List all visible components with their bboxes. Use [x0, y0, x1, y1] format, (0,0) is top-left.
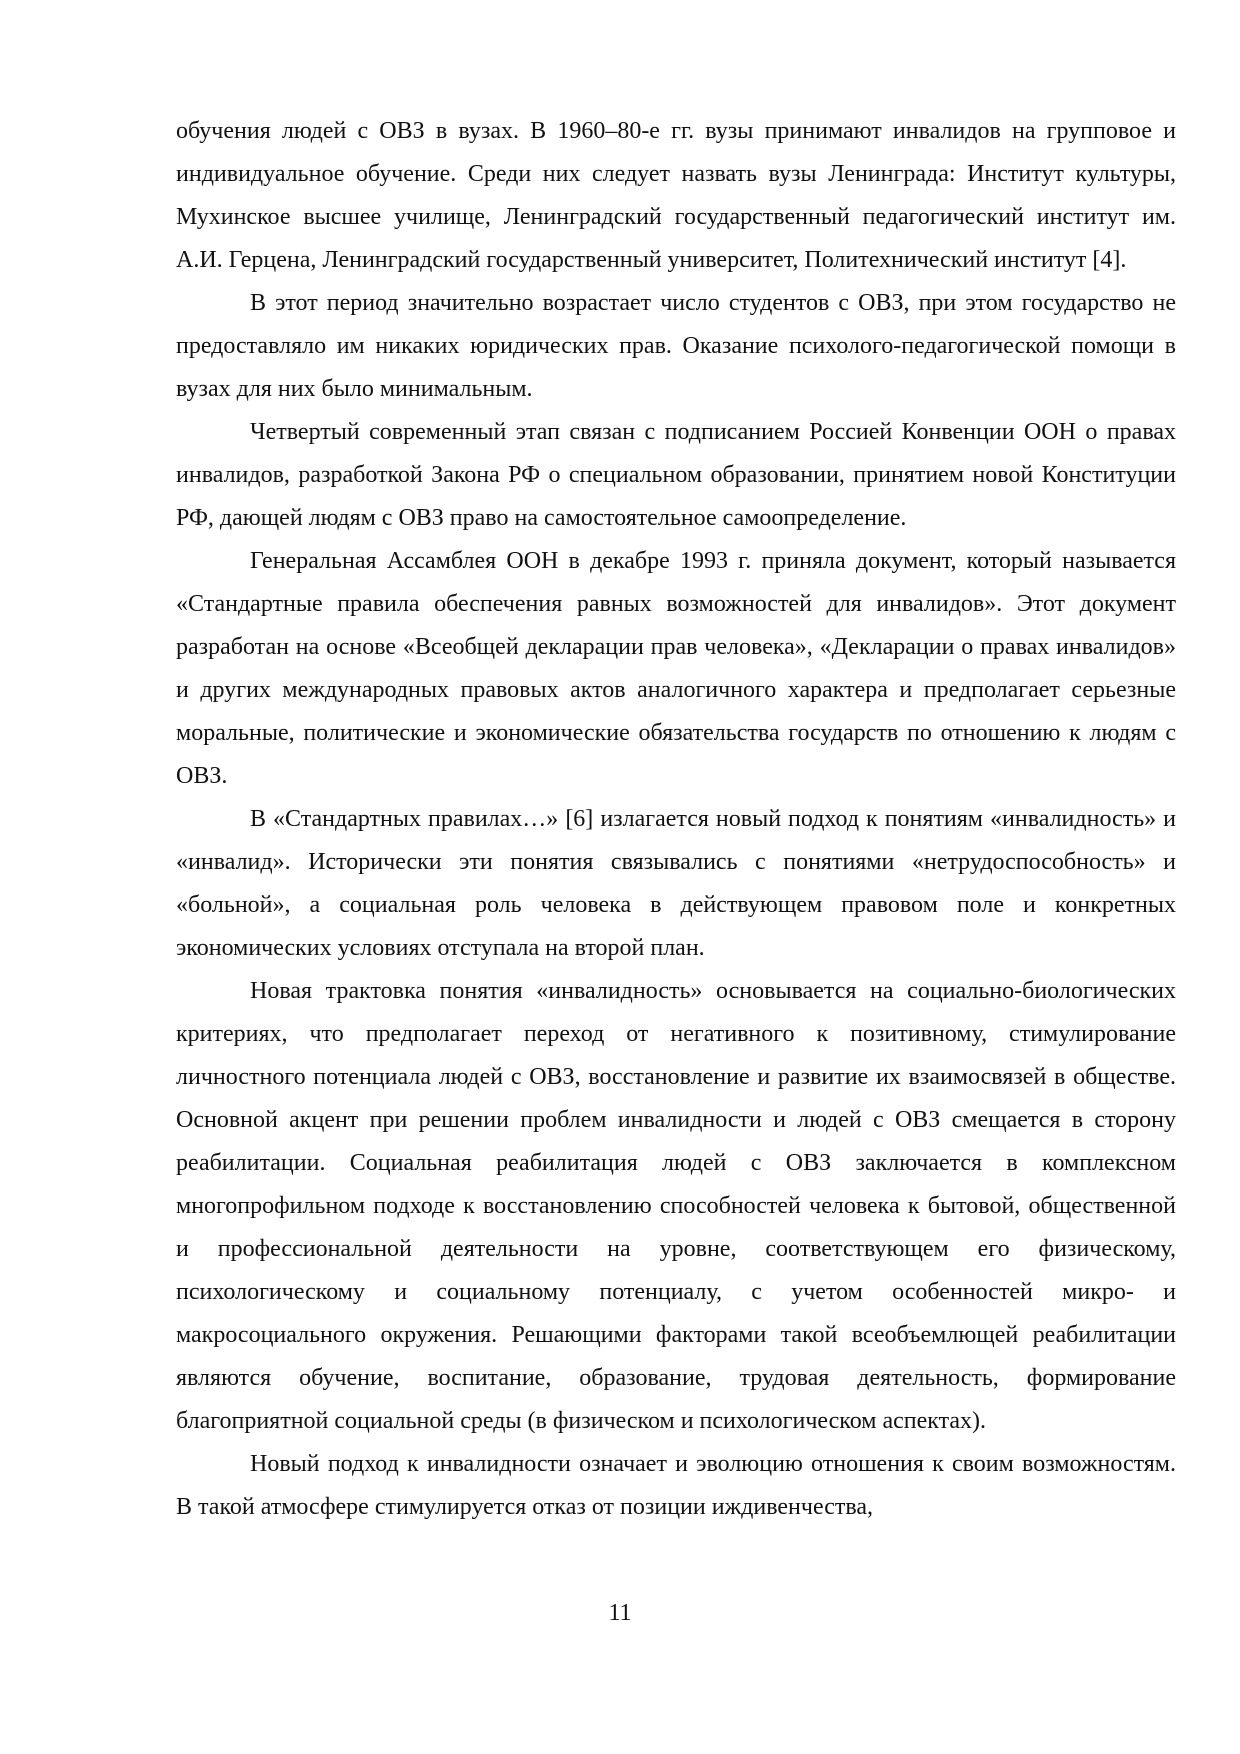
paragraph-continuation: обучения людей с ОВЗ в вузах. В 1960–80-е гг. вузы принимают инвалидов на групповое и индивидуальное обучение. Среди них следует назвать вузы Ленинграда: Институт культуры, Мухинское высшее училище, Ленинградский государственный педагогический институт им. А.И. Герцена, Ленинградский государственный университет, Политехнический институт [4]. [176, 118, 1176, 273]
paragraph: В этот период значительно возрастает число студентов с ОВЗ, при этом государство не предоставляло им никаких юридических прав. Оказание психолого-педагогической помощи в вузах для них было минимальным. [176, 290, 1176, 402]
paragraph: Генеральная Ассамблея ООН в декабре 1993 г. приняла документ, который называется «Стандартные правила обеспечения равных возможностей для инвалидов». Этот документ разработан на основе «Всеобщей декларации прав человека», «Декларации о правах инвалидов» и других международных правовых актов аналогичного характера и предполагает серьезные моральные, политические и экономические обязательства государств по отношению к людям с ОВЗ. [176, 548, 1176, 789]
paragraph: Четвертый современный этап связан с подписанием Россией Конвенции ООН о правах инвалидов, разработкой Закона РФ о специальном образовании, принятием новой Конституции РФ, дающей людям с ОВЗ право на самостоятельное самоопределение. [176, 419, 1176, 531]
paragraph: Новая трактовка понятия «инвалидность» основывается на социально-биологических критериях, что предполагает переход от негативного к позитивному, стимулирование личностного потенциала людей с ОВЗ, восстановление и развитие их взаимосвязей в обществе. Основной акцент при решении проблем инвалидности и людей с ОВЗ смещается в сторону реабилитации. Социальная реабилитация людей с ОВЗ заключается в комплексном многопрофильном подходе к восстановлению способностей человека к бытовой, общественной и профессиональной деятельности на уровне, соответствующем его физическому, психологическому и социальному потенциалу, с учетом особенностей микро- и макросоциального окружения. Решающими факторами такой всеобъемлющей реабилитации являются обучение, воспитание, образование, трудовая деятельность, формирование благоприятной социальной среды (в физическом и психологическом аспектах). [176, 978, 1176, 1434]
page-body [176, 110, 1176, 1529]
paragraph: В «Стандартных правилах…» [6] излагается новый подход к понятиям «инвалидность» и «инвалид». Исторически эти понятия связывались с понятиями «нетрудоспособность» и «больной», а социальная роль человека в действующем правовом поле и конкретных экономических условиях отступала на второй план. [176, 806, 1176, 961]
page-number: 11 [608, 1600, 632, 1626]
paragraph: Новый подход к инвалидности означает и эволюцию отношения к своим возможностям. В такой атмосфере стимулируется отказ от позиции иждивенчества, [176, 1451, 1176, 1520]
